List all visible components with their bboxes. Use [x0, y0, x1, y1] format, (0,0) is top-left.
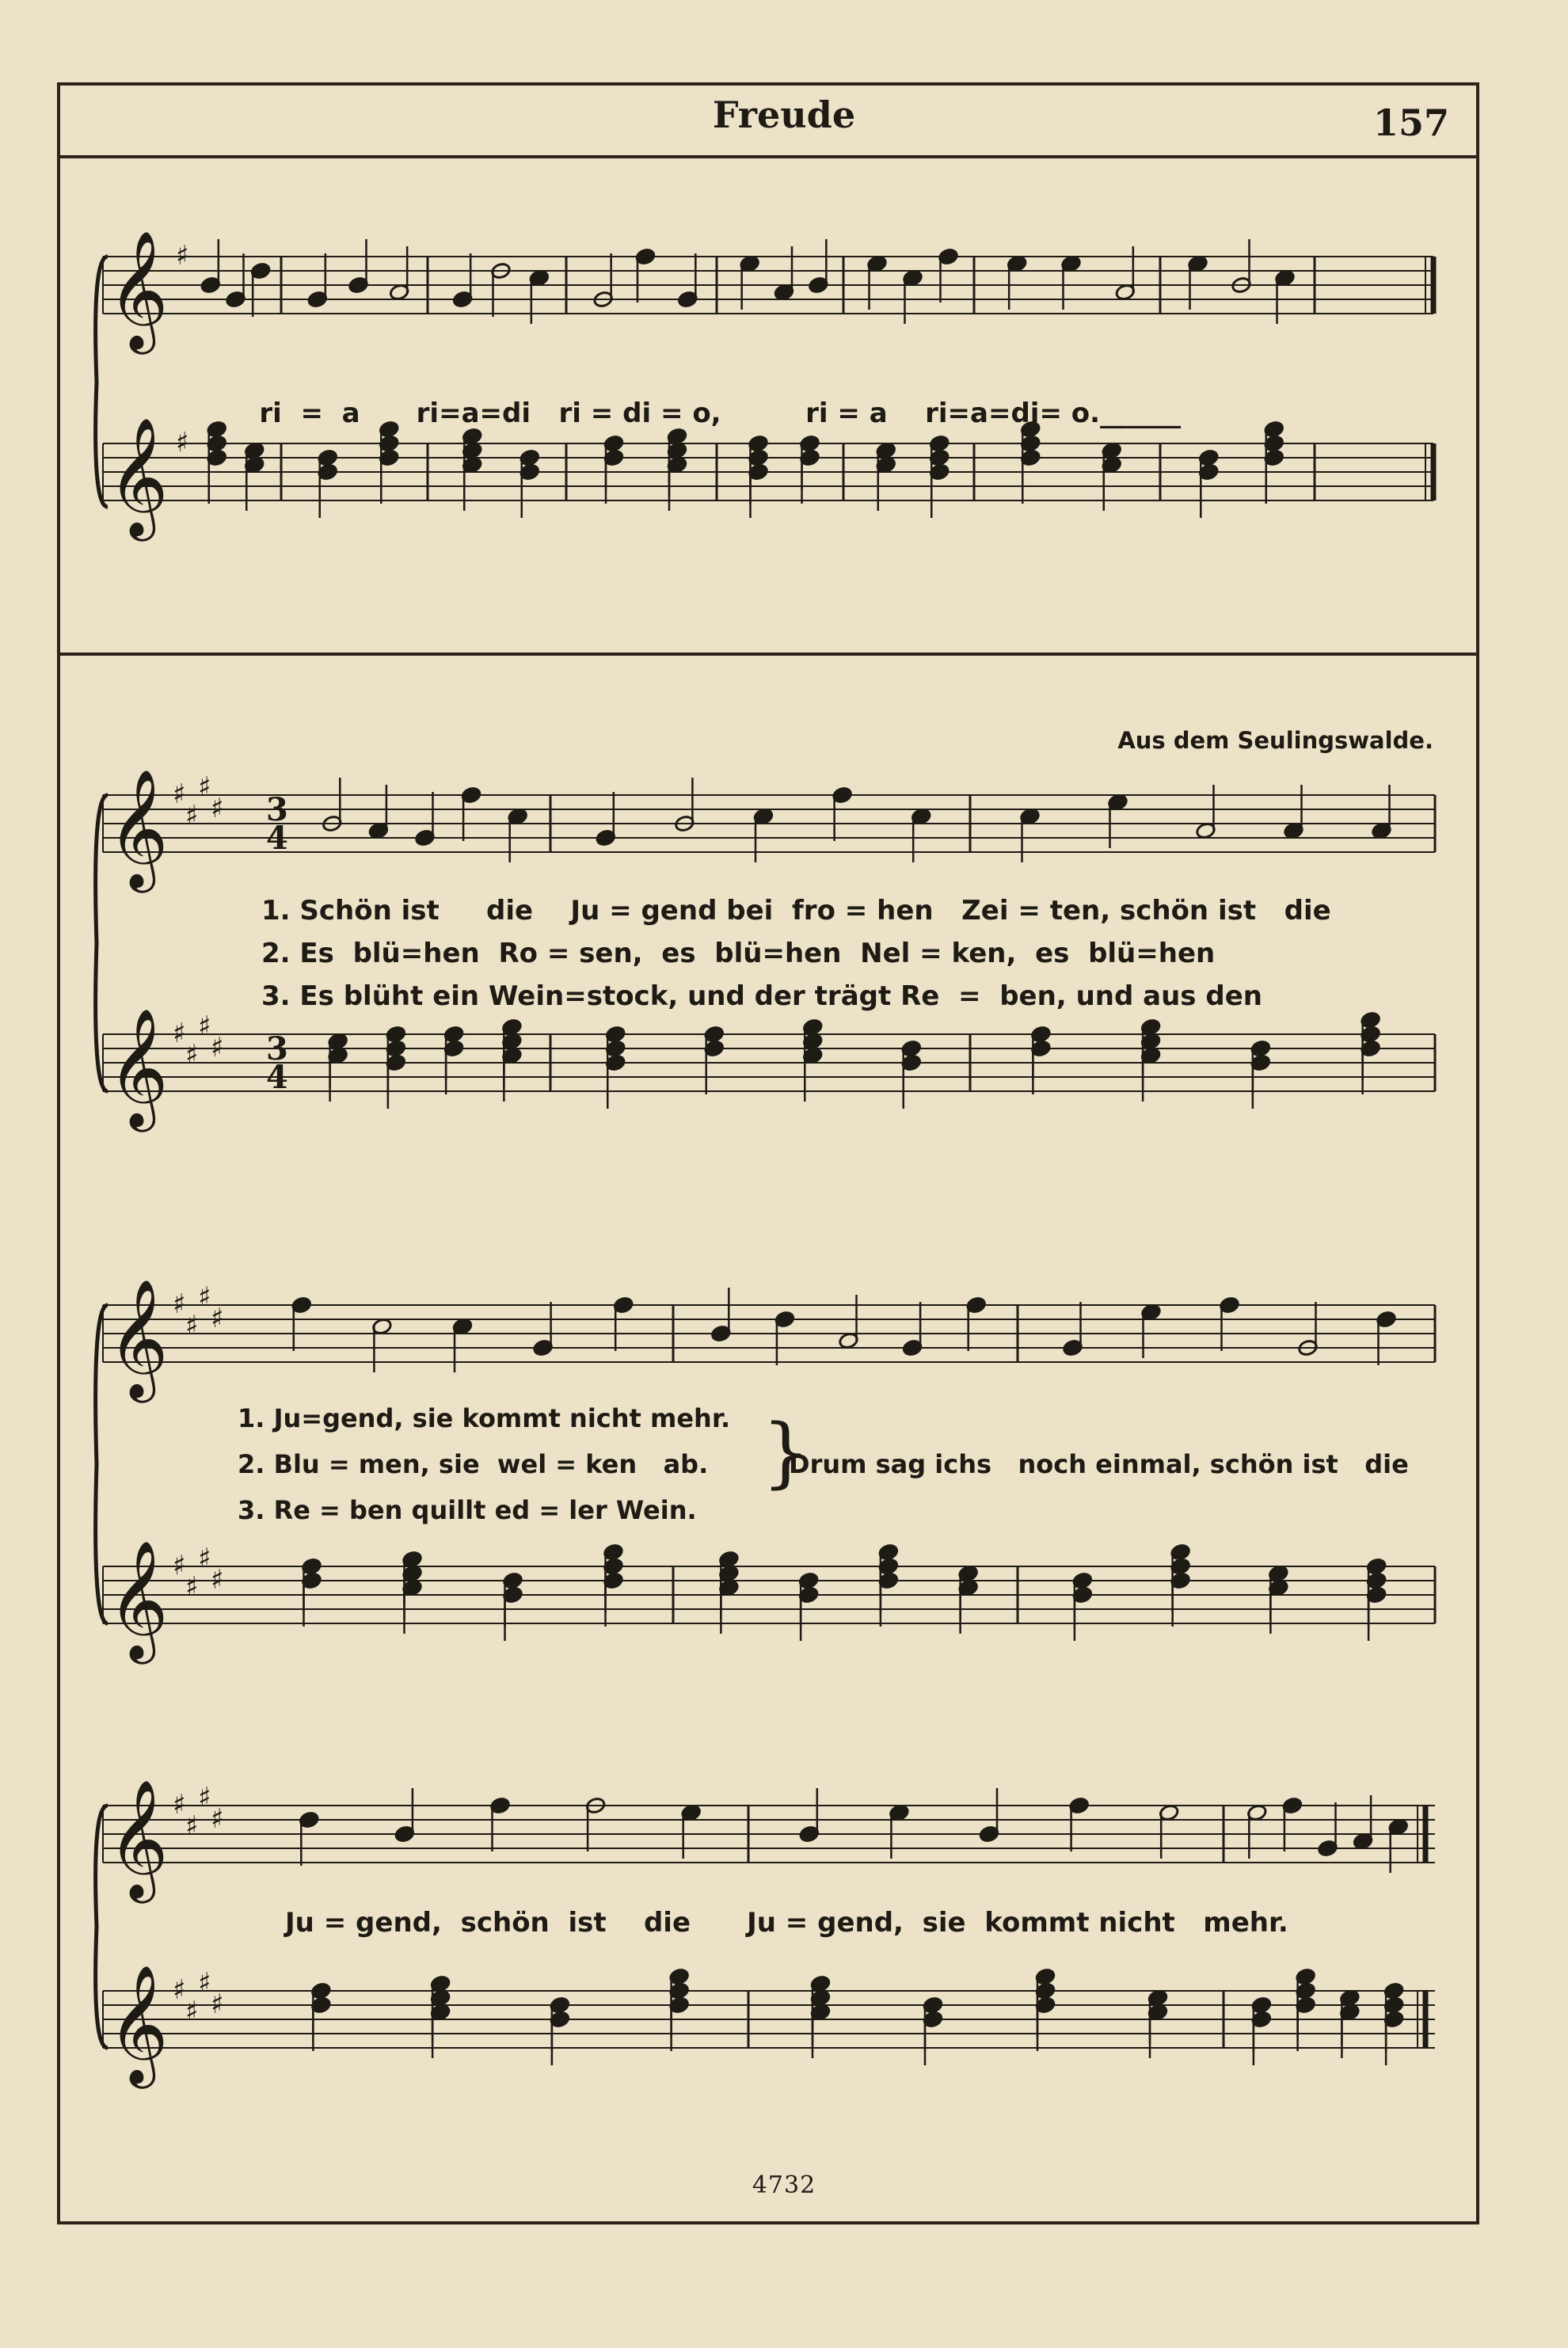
- sharp-sign: ♯: [185, 1039, 199, 1071]
- sharp-sign: ♯: [211, 1988, 224, 2020]
- system-brace: [96, 257, 108, 507]
- sharp-sign: ♯: [185, 1810, 199, 1842]
- sharp-sign: ♯: [211, 1803, 224, 1835]
- refrain-line: Drum sag ichs noch einmal, schön ist die: [789, 1449, 1409, 1479]
- sharp-sign: ♯: [211, 793, 224, 824]
- sharp-sign: ♯: [211, 1564, 224, 1596]
- time-signature-bottom: 4: [266, 820, 288, 857]
- sharp-sign: ♯: [176, 427, 189, 459]
- sharp-sign: ♯: [185, 1996, 199, 2027]
- sharp-sign: ♯: [173, 778, 186, 810]
- system-brace: [96, 1305, 108, 1623]
- treble-clef: 𝄞: [108, 1539, 169, 1659]
- sharp-sign: ♯: [198, 1967, 211, 1999]
- sharp-sign: ♯: [198, 1010, 211, 1042]
- sharp-sign: ♯: [173, 1974, 186, 2006]
- song-title: Freude: [712, 93, 856, 136]
- sharp-sign: ♯: [185, 1310, 199, 1341]
- song-attribution: Aus dem Seulingswalde.: [1117, 727, 1433, 754]
- verse-1-line-1: 1. Schön ist die Ju = gend bei fro = hen Zei = ten, schön ist die: [261, 895, 1331, 927]
- verse-brace: }: [762, 1408, 811, 1497]
- sharp-sign: ♯: [198, 1543, 211, 1574]
- sharp-sign: ♯: [185, 800, 199, 832]
- verse-3-line-2: 3. Re = ben quillt ed = ler Wein.: [238, 1495, 697, 1525]
- time-signature-top: 3: [266, 1030, 288, 1067]
- page-number: 157: [1372, 101, 1449, 144]
- verse-2-line-2: 2. Blu = men, sie wel = ken ab.: [238, 1449, 709, 1479]
- treble-clef: 𝄞: [108, 1779, 169, 1898]
- sharp-sign: ♯: [173, 1550, 186, 1581]
- treble-clef: 𝄞: [108, 1278, 169, 1398]
- system-brace: [96, 1806, 108, 2048]
- sharp-sign: ♯: [185, 1571, 199, 1603]
- plate-number: 4732: [752, 2171, 816, 2199]
- time-signature-bottom: 4: [266, 1059, 288, 1096]
- treble-clef: 𝄞: [108, 417, 169, 536]
- treble-clef: 𝄞: [108, 230, 169, 349]
- treble-clef: 𝄞: [108, 1964, 169, 2084]
- sharp-sign: ♯: [173, 1288, 186, 1320]
- sharp-sign: ♯: [211, 1032, 224, 1064]
- sharp-sign: ♯: [198, 1281, 211, 1313]
- sharp-sign: ♯: [211, 1303, 224, 1334]
- sharp-sign: ♯: [176, 240, 189, 272]
- verse-1-line-2: 1. Ju=gend, sie kommt nicht mehr.: [238, 1403, 731, 1433]
- sharp-sign: ♯: [198, 1782, 211, 1813]
- top-lyrics-line: ri = a ri=a=di ri = di = o, ri = a ri=a=di= o.______: [259, 398, 1182, 429]
- sharp-sign: ♯: [173, 1018, 186, 1049]
- system-brace: [96, 795, 108, 1091]
- sharp-sign: ♯: [173, 1789, 186, 1821]
- sharp-sign: ♯: [198, 771, 211, 803]
- treble-clef: 𝄞: [108, 1007, 169, 1127]
- final-lyrics-line: Ju = gend, schön ist die Ju = gend, sie kommt nicht mehr.: [285, 1907, 1288, 1939]
- verse-3-line-1: 3. Es blüht ein Wein=stock, und der trägt Re = ben, und aus den: [261, 980, 1262, 1012]
- time-signature-top: 3: [266, 791, 288, 828]
- treble-clef: 𝄞: [108, 768, 169, 888]
- verse-2-line-1: 2. Es blü=hen Ro = sen, es blü=hen Nel = ken, es blü=hen: [261, 938, 1216, 969]
